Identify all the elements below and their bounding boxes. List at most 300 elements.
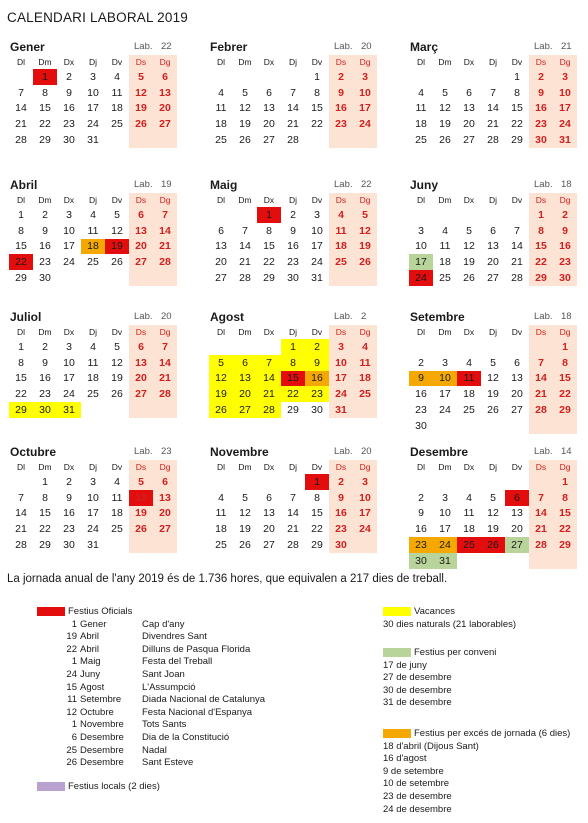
empty-cell <box>153 402 177 418</box>
month-gener <box>9 40 174 148</box>
holiday-name: Dilluns de Pasqua Florida <box>142 643 251 655</box>
day-cell: 24 <box>87 523 99 536</box>
day-cell: 22 <box>15 388 27 401</box>
day-cell: 18 <box>81 239 105 255</box>
day-cell: 7 <box>18 491 24 504</box>
day-cell: 2 <box>305 339 329 355</box>
weekday-header: Dm <box>38 57 52 67</box>
weekday-header: Dv <box>511 57 523 67</box>
day-cell: 13 <box>215 240 227 253</box>
day-cell: 19 <box>439 118 451 131</box>
weekday-header: Ds <box>129 55 153 69</box>
day-cell: 28 <box>153 254 177 270</box>
day-cell: 14 <box>15 102 27 115</box>
day-cell: 26 <box>463 272 475 285</box>
day-cell: 24 <box>311 256 323 269</box>
day-cell: 3 <box>329 339 353 355</box>
holiday-row <box>37 745 265 758</box>
weekday-header: Ds <box>529 460 553 474</box>
weekday-header: Dv <box>511 327 523 337</box>
day-cell: 5 <box>129 69 153 85</box>
day-cell: 12 <box>487 372 499 385</box>
day-cell: 4 <box>353 339 377 355</box>
empty-cell <box>529 418 553 434</box>
vacances-title: Vacances <box>414 606 456 617</box>
day-cell: 23 <box>287 256 299 269</box>
month-name: Desembre <box>410 445 469 459</box>
weekday-header: Dj <box>88 195 98 205</box>
day-cell: 30 <box>553 270 577 286</box>
day-cell: 25 <box>111 523 123 536</box>
day-cell: 25 <box>463 404 475 417</box>
day-cell: 9 <box>553 223 577 239</box>
weekday-header: Dv <box>111 327 123 337</box>
day-cell: 13 <box>263 507 275 520</box>
month-name: Maig <box>210 178 238 192</box>
weekday-header: Dv <box>511 462 523 472</box>
day-cell: 8 <box>42 86 48 99</box>
day-cell: 3 <box>418 224 424 237</box>
weekday-header: Dm <box>438 57 452 67</box>
day-cell: 31 <box>311 272 323 285</box>
day-cell: 13 <box>233 371 257 387</box>
day-cell: 17 <box>311 240 323 253</box>
day-cell: 3 <box>90 70 96 83</box>
day-cell: 27 <box>463 134 475 147</box>
month-febrer <box>209 40 374 148</box>
day-cell: 3 <box>90 475 96 488</box>
lab-label: Lab. <box>134 41 153 52</box>
day-cell: 26 <box>111 388 123 401</box>
day-cell: 5 <box>129 474 153 490</box>
empty-cell <box>481 207 505 223</box>
empty-cell <box>529 474 553 490</box>
day-cell: 16 <box>39 240 51 253</box>
day-cell: 30 <box>63 539 75 552</box>
empty-cell <box>481 474 505 490</box>
day-cell: 22 <box>553 386 577 402</box>
month-octubre <box>9 445 174 553</box>
day-cell: 17 <box>439 388 451 401</box>
day-cell: 12 <box>111 224 123 237</box>
holiday-month: Desembre <box>80 731 124 743</box>
day-cell: 8 <box>314 86 320 99</box>
day-cell: 17 <box>87 507 99 520</box>
day-cell: 21 <box>153 371 177 387</box>
day-cell: 16 <box>305 371 329 387</box>
month-novembre <box>209 445 374 553</box>
day-cell: 11 <box>457 371 481 387</box>
day-cell: 4 <box>114 475 120 488</box>
day-cell: 23 <box>63 118 75 131</box>
empty-cell <box>457 339 481 355</box>
lab-count: 19 <box>161 179 172 190</box>
empty-cell <box>353 132 377 148</box>
day-cell: 18 <box>215 118 227 131</box>
day-cell: 7 <box>529 355 553 371</box>
weekday-header: Dj <box>288 57 298 67</box>
day-cell: 28 <box>239 272 251 285</box>
day-cell: 6 <box>233 355 257 371</box>
day-cell: 30 <box>329 537 353 553</box>
empty-cell <box>233 207 257 223</box>
day-cell: 13 <box>463 102 475 115</box>
empty-cell <box>457 418 481 434</box>
day-cell: 2 <box>290 208 296 221</box>
day-cell: 30 <box>63 134 75 147</box>
lab-count: 23 <box>161 446 172 457</box>
day-cell: 24 <box>63 388 75 401</box>
empty-cell <box>153 132 177 148</box>
holiday-day: 1 <box>71 719 77 731</box>
day-cell: 29 <box>311 539 323 552</box>
lab-count: 18 <box>561 311 572 322</box>
day-cell: 1 <box>18 208 24 221</box>
day-cell: 28 <box>529 402 553 418</box>
empty-cell <box>305 132 329 148</box>
day-cell: 28 <box>15 134 27 147</box>
purple-swatch <box>37 782 65 791</box>
weekday-header: Dx <box>263 327 275 337</box>
day-cell: 22 <box>553 521 577 537</box>
day-cell: 19 <box>105 239 129 255</box>
day-cell: 17 <box>87 102 99 115</box>
empty-cell <box>281 474 305 490</box>
day-cell: 20 <box>487 256 499 269</box>
day-cell: 28 <box>487 134 499 147</box>
day-cell: 10 <box>439 507 451 520</box>
weekday-header: Dl <box>216 195 226 205</box>
day-cell: 5 <box>114 340 120 353</box>
weekday-header: Dm <box>238 462 252 472</box>
weekday-header: Dg <box>153 55 177 69</box>
day-cell: 10 <box>433 371 457 387</box>
day-cell: 16 <box>553 239 577 255</box>
day-cell: 8 <box>266 224 272 237</box>
day-cell: 30 <box>39 272 51 285</box>
day-cell: 26 <box>439 134 451 147</box>
day-cell: 2 <box>66 70 72 83</box>
weekday-header: Dx <box>463 57 475 67</box>
day-cell: 16 <box>63 507 75 520</box>
day-cell: 15 <box>511 102 523 115</box>
day-cell: 6 <box>218 224 224 237</box>
holiday-row <box>37 719 265 732</box>
weekday-header: Dj <box>288 195 298 205</box>
day-cell: 14 <box>287 507 299 520</box>
day-cell: 28 <box>287 134 299 147</box>
empty-cell <box>233 339 257 355</box>
day-cell: 3 <box>314 208 320 221</box>
lab-label: Lab. <box>334 41 353 52</box>
day-cell: 1 <box>529 207 553 223</box>
day-cell: 24 <box>439 404 451 417</box>
holiday-name: Cap d'any <box>142 618 185 630</box>
day-cell: 27 <box>511 404 523 417</box>
day-cell: 6 <box>129 207 153 223</box>
red-swatch <box>37 607 65 616</box>
day-cell: 21 <box>287 118 299 131</box>
day-cell: 10 <box>415 240 427 253</box>
day-cell: 16 <box>415 388 427 401</box>
day-cell: 23 <box>409 537 433 553</box>
lab-count: 18 <box>561 179 572 190</box>
day-cell: 1 <box>314 70 320 83</box>
day-cell: 14 <box>15 507 27 520</box>
holiday-name: Sant Joan <box>142 668 185 680</box>
empty-cell <box>129 270 153 286</box>
weekday-header: Dl <box>416 195 426 205</box>
day-cell: 18 <box>415 118 427 131</box>
empty-cell <box>481 339 505 355</box>
weekday-header: Dg <box>153 325 177 339</box>
day-cell: 13 <box>153 85 177 101</box>
day-cell: 7 <box>290 491 296 504</box>
holiday-day: 26 <box>66 757 77 769</box>
day-cell: 26 <box>209 402 233 418</box>
day-cell: 29 <box>15 272 27 285</box>
day-cell: 12 <box>239 507 251 520</box>
day-cell: 14 <box>153 223 177 239</box>
day-cell: 30 <box>529 132 553 148</box>
day-cell: 9 <box>305 355 329 371</box>
day-cell: 24 <box>553 116 577 132</box>
day-cell: 26 <box>129 521 153 537</box>
empty-cell <box>433 418 457 434</box>
weekday-header: Ds <box>129 193 153 207</box>
weekday-header: Ds <box>129 325 153 339</box>
empty-cell <box>129 537 153 553</box>
yellow-swatch <box>383 607 411 616</box>
day-cell: 16 <box>287 240 299 253</box>
day-cell: 6 <box>505 490 529 506</box>
empty-cell <box>281 69 305 85</box>
day-cell: 26 <box>111 256 123 269</box>
weekday-header: Dx <box>463 195 475 205</box>
day-cell: 11 <box>353 355 377 371</box>
day-cell: 26 <box>239 134 251 147</box>
day-cell: 7 <box>529 490 553 506</box>
holiday-month: Desembre <box>80 757 124 769</box>
empty-cell <box>529 553 553 569</box>
vacances-text: 30 dies naturals (21 laborables) <box>383 618 517 630</box>
weekday-header: Dl <box>16 57 26 67</box>
day-cell: 15 <box>311 102 323 115</box>
day-cell: 28 <box>153 386 177 402</box>
day-cell: 6 <box>153 69 177 85</box>
lab-count: 20 <box>361 41 372 52</box>
month-desembre <box>409 445 574 569</box>
green-swatch <box>383 648 411 657</box>
month-març <box>409 40 574 148</box>
holiday-name: Divendres Sant <box>142 631 207 643</box>
day-cell: 23 <box>39 388 51 401</box>
empty-cell <box>481 553 505 569</box>
empty-cell <box>153 270 177 286</box>
day-cell: 12 <box>463 240 475 253</box>
day-cell: 24 <box>329 386 353 402</box>
holiday-day: 12 <box>66 706 77 718</box>
day-cell: 1 <box>42 475 48 488</box>
empty-cell <box>129 132 153 148</box>
festius-oficials-title: Festius Oficials <box>68 606 133 617</box>
day-cell: 16 <box>415 523 427 536</box>
weekday-header: Dl <box>16 327 26 337</box>
day-cell: 26 <box>129 116 153 132</box>
day-cell: 24 <box>353 521 377 537</box>
day-cell: 13 <box>487 240 499 253</box>
day-cell: 25 <box>439 272 451 285</box>
day-cell: 11 <box>87 224 99 237</box>
day-cell: 11 <box>87 356 99 369</box>
day-cell: 9 <box>329 85 353 101</box>
weekday-header: Dx <box>263 57 275 67</box>
day-cell: 28 <box>287 539 299 552</box>
day-cell: 25 <box>415 134 427 147</box>
empty-cell <box>353 270 377 286</box>
holiday-name: L'Assumpció <box>142 681 196 693</box>
day-cell: 4 <box>418 86 424 99</box>
day-cell: 18 <box>111 507 123 520</box>
weekday-header: Dl <box>416 327 426 337</box>
day-cell: 2 <box>42 340 48 353</box>
festius-oficials-list <box>37 619 265 770</box>
weekday-header: Dg <box>553 460 577 474</box>
day-cell: 12 <box>209 371 233 387</box>
empty-cell <box>433 207 457 223</box>
day-cell: 7 <box>18 86 24 99</box>
day-cell: 6 <box>153 474 177 490</box>
day-cell: 22 <box>311 118 323 131</box>
conveni-legend <box>383 647 496 710</box>
empty-cell <box>353 537 377 553</box>
weekday-header: Dg <box>553 193 577 207</box>
day-cell: 15 <box>39 507 51 520</box>
day-cell: 18 <box>329 239 353 255</box>
day-cell: 27 <box>153 521 177 537</box>
day-cell: 12 <box>111 356 123 369</box>
day-cell: 15 <box>553 506 577 522</box>
lab-count: 22 <box>161 41 172 52</box>
day-cell: 3 <box>442 356 448 369</box>
empty-cell <box>57 270 81 286</box>
day-cell: 10 <box>353 490 377 506</box>
weekday-header: Ds <box>329 55 353 69</box>
day-cell: 23 <box>305 386 329 402</box>
month-name: Abril <box>10 178 38 192</box>
day-cell: 15 <box>15 240 27 253</box>
holiday-day: 24 <box>66 668 77 680</box>
day-cell: 5 <box>442 86 448 99</box>
empty-cell <box>153 537 177 553</box>
lab-count: 21 <box>561 41 572 52</box>
day-cell: 2 <box>529 69 553 85</box>
day-cell: 3 <box>66 340 72 353</box>
day-cell: 21 <box>287 523 299 536</box>
empty-cell <box>209 474 233 490</box>
lab-count: 2 <box>361 311 367 322</box>
empty-cell <box>233 474 257 490</box>
day-cell: 29 <box>511 134 523 147</box>
weekday-header: Dg <box>353 325 377 339</box>
day-cell: 27 <box>129 254 153 270</box>
lab-label: Lab. <box>534 446 553 457</box>
day-cell: 21 <box>15 523 27 536</box>
day-cell: 4 <box>466 491 472 504</box>
day-cell: 11 <box>111 86 123 99</box>
weekday-header: Dm <box>238 195 252 205</box>
day-cell: 14 <box>511 240 523 253</box>
weekday-header: Dv <box>111 462 123 472</box>
day-cell: 4 <box>329 207 353 223</box>
holiday-name: Festa del Treball <box>142 656 213 668</box>
weekday-header: Dg <box>153 460 177 474</box>
day-cell: 21 <box>15 118 27 131</box>
day-cell: 14 <box>529 371 553 387</box>
day-cell: 10 <box>311 224 323 237</box>
day-cell: 26 <box>481 537 505 553</box>
empty-cell <box>529 339 553 355</box>
holiday-name: Festa Nacional d'Espanya <box>142 706 253 718</box>
day-cell: 8 <box>281 355 305 371</box>
day-cell: 5 <box>242 86 248 99</box>
exces-title: Festius per excés de jornada (6 dies) <box>414 728 571 739</box>
vacances-legend <box>383 606 516 631</box>
day-cell: 14 <box>257 371 281 387</box>
day-cell: 22 <box>263 256 275 269</box>
day-cell: 12 <box>239 102 251 115</box>
holiday-name: Sant Esteve <box>142 757 194 769</box>
day-cell: 9 <box>66 491 72 504</box>
weekday-header: Dm <box>438 462 452 472</box>
day-cell: 19 <box>239 523 251 536</box>
day-cell: 8 <box>18 356 24 369</box>
day-cell: 5 <box>490 491 496 504</box>
weekday-header: Dj <box>488 462 498 472</box>
day-cell: 7 <box>490 86 496 99</box>
day-cell: 18 <box>439 256 451 269</box>
day-cell: 23 <box>63 523 75 536</box>
weekday-header: Dx <box>63 57 75 67</box>
holiday-row <box>37 682 265 695</box>
exces-item: 16 d'agost <box>383 753 427 765</box>
lab-label: Lab. <box>334 311 353 322</box>
festius-oficials-legend <box>37 606 265 793</box>
day-cell: 13 <box>511 507 523 520</box>
day-cell: 22 <box>39 523 51 536</box>
month-name: Juny <box>410 178 439 192</box>
day-cell: 28 <box>511 272 523 285</box>
day-cell: 30 <box>409 553 433 569</box>
page-title: CALENDARI LABORAL 2019 <box>7 10 188 25</box>
weekday-header: Dx <box>263 462 275 472</box>
day-cell: 24 <box>409 270 433 286</box>
exces-item: 9 de setembre <box>383 765 444 777</box>
day-cell: 6 <box>129 339 153 355</box>
month-agost <box>209 310 374 418</box>
day-cell: 27 <box>153 116 177 132</box>
exces-item: 18 d'abril (Dijous Sant) <box>383 740 479 752</box>
day-cell: 13 <box>511 372 523 385</box>
empty-cell <box>553 553 577 569</box>
empty-cell <box>481 69 505 85</box>
month-setembre <box>409 310 574 434</box>
day-cell: 6 <box>490 224 496 237</box>
day-cell: 13 <box>263 102 275 115</box>
month-name: Juliol <box>10 310 42 324</box>
day-cell: 2 <box>42 208 48 221</box>
day-cell: 9 <box>529 85 553 101</box>
